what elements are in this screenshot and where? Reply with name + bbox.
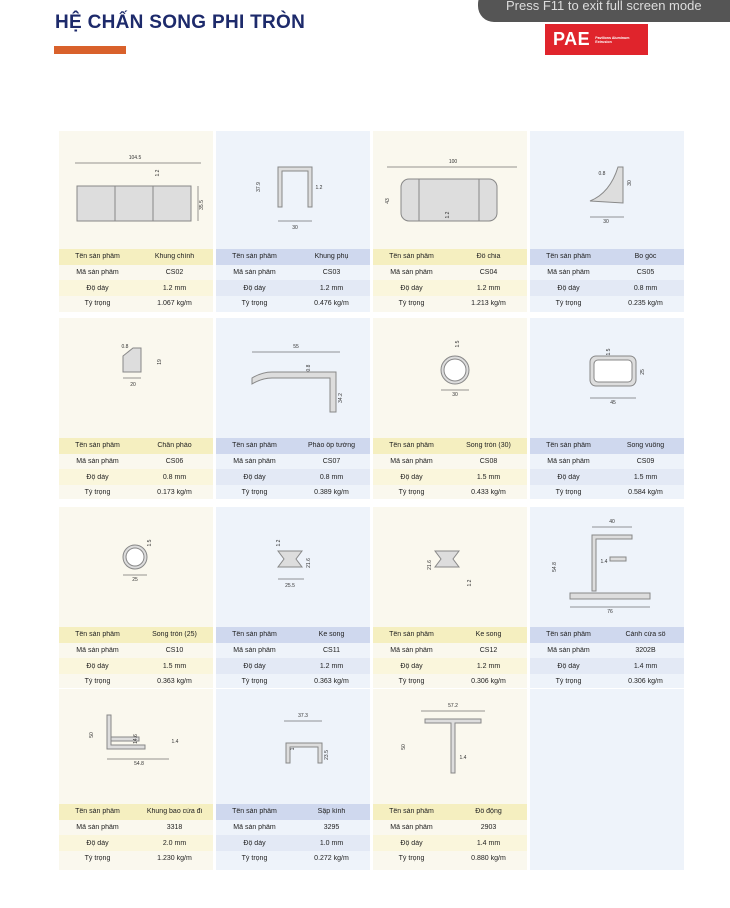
spec-value: 1.2 mm: [319, 662, 344, 670]
spec-row-thickness: [530, 658, 684, 674]
spec-value: 1.067 kg/m: [157, 300, 192, 308]
profile-drawing: [216, 689, 370, 804]
svg-text:104.5: 104.5: [128, 155, 142, 161]
spec-value: Khung bao cửa đi: [146, 808, 203, 816]
spec-label: Độ dày: [400, 839, 423, 847]
profile-drawing: [216, 507, 370, 627]
spec-row-weight: [216, 296, 370, 312]
spec-value: 0.584 kg/m: [628, 489, 663, 497]
spec-label: Tên sản phẩm: [389, 631, 434, 639]
spec-table: [530, 438, 684, 501]
spec-label: Mã sản phẩm: [76, 269, 119, 277]
spec-value: 0.433 kg/m: [471, 489, 506, 497]
spec-value: Ke song: [318, 631, 345, 639]
spec-value: CS02: [165, 269, 184, 277]
spec-value: 1.2 mm: [319, 284, 344, 292]
spec-label: Mã sản phẩm: [233, 269, 276, 277]
spec-row-name: [373, 804, 527, 820]
spec-label: Tỷ trọng: [241, 855, 268, 863]
spec-row-code: [216, 643, 370, 659]
profile-drawing: [59, 318, 213, 438]
svg-text:1.4: 1.4: [459, 755, 467, 761]
product-card: [59, 131, 213, 312]
spec-row-weight: [530, 674, 684, 690]
profile-drawing: [59, 131, 213, 249]
product-card: [216, 318, 370, 499]
spec-row-code: [373, 643, 527, 659]
spec-value: CS09: [636, 458, 655, 466]
spec-value: Phào ốp tường: [307, 442, 356, 450]
product-card: [373, 507, 527, 688]
product-card: [373, 318, 527, 499]
spec-value: 1.230 kg/m: [157, 855, 192, 863]
spec-label: Tên sản phẩm: [389, 442, 434, 450]
spec-label: Độ dày: [557, 473, 580, 481]
spec-label: Tên sản phẩm: [546, 442, 591, 450]
spec-row-thickness: [373, 835, 527, 851]
spec-value: CS12: [479, 647, 498, 655]
product-card: [530, 318, 684, 499]
spec-value: 0.306 kg/m: [471, 678, 506, 686]
spec-value: 3295: [323, 824, 340, 832]
svg-text:34.2: 34.2: [338, 393, 344, 403]
spec-row-thickness: [530, 469, 684, 485]
spec-row-name: [216, 438, 370, 454]
spec-row-code: [373, 454, 527, 470]
spec-row-thickness: [59, 658, 213, 674]
svg-text:1.5: 1.5: [606, 348, 612, 356]
page-title: HỆ CHẤN SONG PHI TRÒN: [55, 12, 306, 33]
spec-value: CS05: [636, 269, 655, 277]
spec-label: Độ dày: [243, 284, 266, 292]
spec-row-weight: [373, 674, 527, 690]
svg-text:1.2: 1.2: [315, 185, 323, 191]
spec-value: Đố động: [475, 808, 502, 816]
spec-label: Mã sản phẩm: [233, 824, 276, 832]
spec-value: 1.5 mm: [476, 473, 501, 481]
svg-text:21.6: 21.6: [427, 560, 433, 570]
spec-value: Song vuông: [626, 442, 665, 450]
spec-label: Tên sản phẩm: [75, 442, 120, 450]
spec-value: CS03: [322, 269, 341, 277]
spec-label: Mã sản phẩm: [76, 824, 119, 832]
spec-row-name: [530, 438, 684, 454]
spec-row-weight: [59, 674, 213, 690]
profile-drawing: [373, 318, 527, 438]
spec-value: Ke song: [475, 631, 502, 639]
spec-row-code: [216, 454, 370, 470]
spec-table: [373, 627, 527, 690]
spec-value: 1.0 mm: [319, 839, 344, 847]
svg-text:30: 30: [452, 392, 458, 398]
spec-row-weight: [59, 851, 213, 867]
svg-text:40: 40: [609, 519, 615, 525]
spec-row-name: [373, 438, 527, 454]
profile-drawing: [373, 131, 527, 249]
spec-value: CS06: [165, 458, 184, 466]
spec-row-weight: [216, 851, 370, 867]
product-card: [59, 689, 213, 870]
spec-value: CS11: [323, 647, 340, 655]
spec-label: Mã sản phẩm: [76, 647, 119, 655]
spec-label: Mã sản phẩm: [233, 458, 276, 466]
spec-label: Mã sản phẩm: [390, 647, 433, 655]
product-card: [373, 689, 527, 870]
spec-value: CS10: [165, 647, 184, 655]
spec-row-name: [373, 249, 527, 265]
spec-table: [216, 627, 370, 690]
spec-value: 0.306 kg/m: [628, 678, 663, 686]
svg-text:21.6: 21.6: [306, 558, 312, 568]
spec-value: 1.5 mm: [633, 473, 658, 481]
spec-label: Độ dày: [86, 839, 109, 847]
spec-label: Tỷ trọng: [398, 489, 425, 497]
profile-drawing: [59, 507, 213, 627]
spec-row-code: [373, 820, 527, 836]
spec-row-weight: [373, 485, 527, 501]
spec-row-thickness: [59, 280, 213, 296]
spec-row-code: [59, 454, 213, 470]
spec-row-name: [59, 438, 213, 454]
spec-row-name: [216, 249, 370, 265]
spec-row-thickness: [216, 469, 370, 485]
spec-value: 3202B: [635, 647, 656, 655]
spec-row-thickness: [59, 835, 213, 851]
spec-table: [59, 804, 213, 867]
spec-value: 0.173 kg/m: [157, 489, 192, 497]
spec-label: Độ dày: [86, 662, 109, 670]
spec-row-code: [530, 265, 684, 281]
spec-value: 0.8 mm: [633, 284, 658, 292]
spec-row-weight: [216, 485, 370, 501]
svg-text:0.8: 0.8: [121, 344, 129, 350]
svg-text:1: 1: [290, 747, 296, 751]
spec-label: Độ dày: [400, 284, 423, 292]
spec-value: 1.2 mm: [476, 284, 501, 292]
spec-label: Tên sản phẩm: [75, 808, 120, 816]
spec-value: Sập kính: [317, 808, 346, 816]
spec-row-code: [216, 820, 370, 836]
spec-table: [216, 438, 370, 501]
spec-row-thickness: [216, 280, 370, 296]
spec-row-code: [59, 643, 213, 659]
spec-label: Mã sản phẩm: [390, 824, 433, 832]
profile-drawing: [216, 318, 370, 438]
spec-label: Tên sản phẩm: [232, 253, 277, 261]
spec-label: Tỷ trọng: [555, 300, 582, 308]
spec-value: 3318: [166, 824, 183, 832]
svg-text:37.3: 37.3: [298, 713, 308, 719]
spec-label: Tên sản phẩm: [389, 253, 434, 261]
spec-label: Tên sản phẩm: [232, 442, 277, 450]
spec-row-name: [59, 249, 213, 265]
spec-label: Tên sản phẩm: [232, 808, 277, 816]
spec-row-weight: [373, 851, 527, 867]
spec-row-name: [59, 804, 213, 820]
product-grid: [59, 131, 685, 871]
spec-label: Tỷ trọng: [241, 678, 268, 686]
title-underline: [54, 46, 126, 54]
svg-text:14.6: 14.6: [133, 734, 139, 744]
spec-row-weight: [216, 674, 370, 690]
spec-value: 1.4 mm: [476, 839, 501, 847]
spec-label: Độ dày: [557, 662, 580, 670]
spec-row-thickness: [373, 280, 527, 296]
spec-label: Độ dày: [400, 662, 423, 670]
spec-label: Mã sản phẩm: [390, 269, 433, 277]
profile-drawing: [530, 131, 684, 249]
spec-label: Độ dày: [86, 473, 109, 481]
spec-row-thickness: [373, 469, 527, 485]
spec-label: Tên sản phẩm: [75, 253, 120, 261]
fullscreen-hint: Press F11 to exit full screen mode: [478, 0, 730, 22]
spec-row-weight: [373, 296, 527, 312]
spec-row-code: [216, 265, 370, 281]
svg-text:100: 100: [448, 159, 458, 165]
svg-text:1.2: 1.2: [467, 579, 473, 587]
spec-value: Khung phụ: [314, 253, 349, 261]
spec-value: 0.363 kg/m: [157, 678, 192, 686]
spec-value: 2.0 mm: [162, 839, 187, 847]
spec-value: 0.272 kg/m: [314, 855, 349, 863]
svg-text:25.5: 25.5: [285, 583, 295, 589]
spec-row-weight: [59, 296, 213, 312]
svg-text:1.5: 1.5: [455, 340, 461, 348]
spec-label: Độ dày: [243, 839, 266, 847]
spec-label: Tỷ trọng: [84, 300, 111, 308]
spec-label: Độ dày: [400, 473, 423, 481]
svg-text:19: 19: [157, 359, 163, 365]
svg-text:1.5: 1.5: [147, 539, 153, 547]
svg-text:76: 76: [607, 609, 613, 615]
spec-label: Tỷ trọng: [84, 678, 111, 686]
spec-value: Song tròn (30): [466, 442, 511, 450]
spec-value: 1.2 mm: [162, 284, 187, 292]
profile-drawing: [373, 689, 527, 804]
spec-table: [59, 249, 213, 312]
profile-drawing: [59, 689, 213, 804]
spec-label: Tỷ trọng: [241, 300, 268, 308]
spec-row-thickness: [530, 280, 684, 296]
spec-value: CS08: [479, 458, 498, 466]
spec-label: Mã sản phẩm: [233, 647, 276, 655]
svg-text:25: 25: [132, 577, 138, 583]
svg-text:1.4: 1.4: [171, 739, 179, 745]
spec-table: [373, 249, 527, 312]
spec-row-name: [216, 804, 370, 820]
svg-text:0.8: 0.8: [598, 171, 606, 177]
spec-label: Độ dày: [557, 284, 580, 292]
spec-value: 1.2 mm: [476, 662, 501, 670]
spec-table: [216, 249, 370, 312]
svg-text:55: 55: [293, 344, 299, 350]
spec-row-code: [530, 643, 684, 659]
spec-value: 0.476 kg/m: [314, 300, 349, 308]
spec-label: Độ dày: [86, 284, 109, 292]
spec-row-thickness: [373, 658, 527, 674]
svg-text:45: 45: [610, 400, 616, 406]
svg-text:1.4: 1.4: [600, 559, 608, 565]
spec-row-name: [373, 627, 527, 643]
logo-tagline: Pavilions Aluminum Extrusion: [595, 35, 630, 44]
spec-row-code: [530, 454, 684, 470]
spec-label: Mã sản phẩm: [547, 458, 590, 466]
spec-label: Tên sản phẩm: [232, 631, 277, 639]
spec-row-name: [216, 627, 370, 643]
profile-drawing: [216, 131, 370, 249]
profile-drawing: [530, 507, 684, 627]
spec-row-code: [59, 265, 213, 281]
product-card: [216, 689, 370, 870]
svg-text:50: 50: [89, 732, 95, 738]
spec-label: Tỷ trọng: [555, 678, 582, 686]
product-card: [530, 507, 684, 688]
svg-text:30: 30: [292, 225, 298, 231]
svg-text:54.8: 54.8: [134, 761, 144, 767]
spec-row-weight: [59, 485, 213, 501]
spec-value: 1.5 mm: [162, 662, 187, 670]
spec-value: 0.880 kg/m: [471, 855, 506, 863]
spec-label: Độ dày: [243, 662, 266, 670]
product-card: [59, 507, 213, 688]
svg-text:0.8: 0.8: [306, 364, 312, 372]
spec-label: Tỷ trọng: [398, 300, 425, 308]
spec-table: [59, 627, 213, 690]
spec-label: Mã sản phẩm: [76, 458, 119, 466]
product-card: [216, 507, 370, 688]
spec-value: CS04: [479, 269, 498, 277]
spec-label: Tỷ trọng: [241, 489, 268, 497]
spec-row-name: [59, 627, 213, 643]
spec-table: [530, 627, 684, 690]
spec-value: Cánh cửa sổ: [625, 631, 666, 639]
spec-value: 2903: [480, 824, 497, 832]
spec-label: Tỷ trọng: [84, 489, 111, 497]
spec-table: [59, 438, 213, 501]
spec-label: Mã sản phẩm: [547, 269, 590, 277]
svg-text:35.5: 35.5: [199, 200, 205, 210]
spec-table: [373, 438, 527, 501]
spec-table: [216, 804, 370, 867]
spec-row-thickness: [59, 469, 213, 485]
pae-logo: [545, 24, 648, 55]
spec-value: Đố chia: [476, 253, 501, 261]
spec-label: Tên sản phẩm: [546, 253, 591, 261]
spec-value: CS07: [322, 458, 341, 466]
svg-text:23.5: 23.5: [324, 750, 330, 760]
svg-text:1.2: 1.2: [155, 169, 161, 177]
spec-row-code: [373, 265, 527, 281]
product-card: [59, 318, 213, 499]
spec-label: Mã sản phẩm: [547, 647, 590, 655]
empty-cell: [530, 689, 684, 870]
svg-text:1.2: 1.2: [445, 211, 451, 219]
spec-label: Mã sản phẩm: [390, 458, 433, 466]
logo-brand: PAE: [553, 29, 591, 49]
svg-text:20: 20: [130, 382, 136, 388]
product-card: [216, 131, 370, 312]
spec-value: 0.235 kg/m: [628, 300, 663, 308]
spec-row-code: [59, 820, 213, 836]
spec-table: [373, 804, 527, 867]
spec-value: 1.4 mm: [633, 662, 658, 670]
spec-value: Chân phào: [157, 442, 192, 450]
spec-label: Tên sản phẩm: [546, 631, 591, 639]
spec-label: Độ dày: [243, 473, 266, 481]
product-card: [373, 131, 527, 312]
svg-text:30: 30: [627, 180, 633, 186]
svg-text:25: 25: [640, 369, 646, 375]
spec-label: Tỷ trọng: [398, 855, 425, 863]
spec-row-thickness: [216, 835, 370, 851]
spec-value: 0.8 mm: [319, 473, 344, 481]
svg-text:37.9: 37.9: [256, 182, 262, 192]
spec-value: Bo góc: [634, 253, 657, 261]
spec-label: Tỷ trọng: [398, 678, 425, 686]
spec-value: 0.8 mm: [162, 473, 187, 481]
spec-row-weight: [530, 296, 684, 312]
spec-label: Tên sản phẩm: [389, 808, 434, 816]
product-card: [530, 131, 684, 312]
spec-row-name: [530, 627, 684, 643]
spec-value: 1.213 kg/m: [471, 300, 506, 308]
spec-table: [530, 249, 684, 312]
spec-row-weight: [530, 485, 684, 501]
spec-value: 0.363 kg/m: [314, 678, 349, 686]
svg-text:43: 43: [385, 198, 391, 204]
spec-label: Tỷ trọng: [555, 489, 582, 497]
svg-text:57.2: 57.2: [448, 703, 458, 709]
spec-row-thickness: [216, 658, 370, 674]
spec-row-name: [530, 249, 684, 265]
profile-drawing: [530, 318, 684, 438]
profile-drawing: [373, 507, 527, 627]
svg-text:1.2: 1.2: [276, 539, 282, 547]
svg-text:30: 30: [603, 219, 609, 225]
svg-text:54.8: 54.8: [552, 562, 558, 572]
spec-value: Song tròn (25): [152, 631, 197, 639]
spec-label: Tên sản phẩm: [75, 631, 120, 639]
spec-value: Khung chính: [154, 253, 195, 261]
spec-label: Tỷ trọng: [84, 855, 111, 863]
svg-text:50: 50: [401, 744, 407, 750]
spec-value: 0.389 kg/m: [314, 489, 349, 497]
